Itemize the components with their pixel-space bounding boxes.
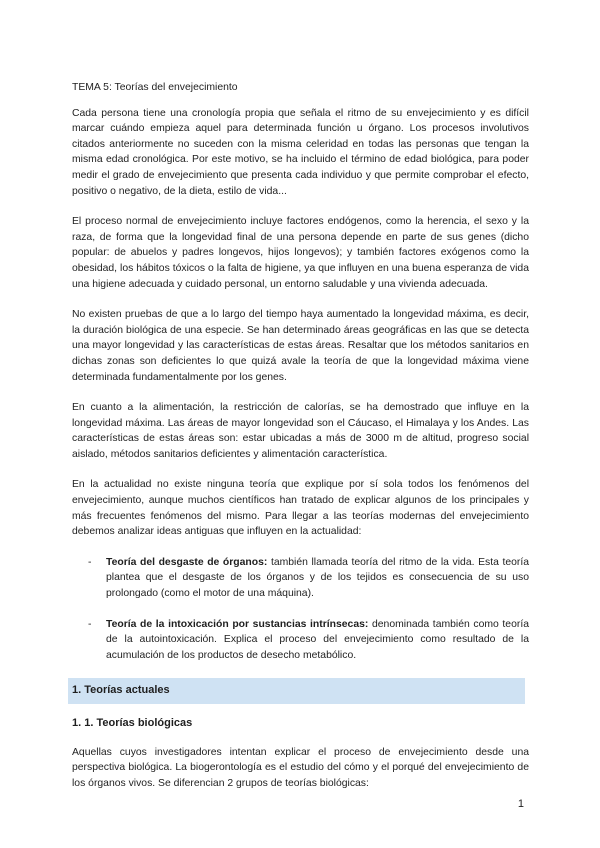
- section-heading: 1. Teorías actuales: [68, 678, 525, 704]
- list-item-term: Teoría de la intoxicación por sustancias intrínsecas:: [106, 618, 369, 630]
- list-item-term: Teoría del desgaste de órganos:: [106, 556, 268, 568]
- paragraph-2: El proceso normal de envejecimiento incluye factores endógenos, como la herencia, el sexo y la raza, de forma que la longevidad final de una persona depende en parte de sus genes (dicho popular: de abuelos y padres longevos, hijos longevos); y también factores exógenos como la obesidad, los hábitos tóxicos o la falta de higiene, ya que influyen en una buena esperanza de vida una higiene adecuada y cuidado personal, un entorno saludable y una vivienda adecuada.: [72, 216, 529, 290]
- paragraph-3: No existen pruebas de que a lo largo del tiempo haya aumentado la longevidad máxima, es decir, la duración biológica de una especie. Se han determinado áreas geográficas en las que se detecta una mayor longevidad y las características de estas áreas. Resaltar que los métodos sanitarios en dichas zonas son deficientes lo que quizá avale la teoría de que la longevidad máxima viene determinada fundamentalmente por los genes.: [72, 309, 529, 383]
- paragraph-4: En cuanto a la alimentación, la restricción de calorías, se ha demostrado que influye en la longevidad máxima. Las áreas de mayor longevidad son el Cáucaso, el Himalaya y los Andes. Las características de estas áreas son: estar ubicadas a más de 3000 m de altitud, progreso social aislado, métodos sanitarios deficientes y alimentación característica.: [72, 402, 529, 460]
- page-content: [72, 80, 529, 806]
- subsection-heading: 1. 1. Teorías biológicas: [72, 717, 193, 729]
- list-item: [72, 617, 529, 664]
- list-dash: -: [88, 618, 92, 630]
- list-item: [72, 555, 529, 602]
- paragraph-1: Cada persona tiene una cronología propia que señala el ritmo de su envejecimiento y es difícil marcar cuándo empieza aquel para determinada función u órgano. Los procesos involutivos citados anteriormente no suceden con la misma celeridad en todas las personas que tengan la misma edad cronológica. Por este motivo, se ha incluido el término de edad biológica, para poder medir el grado de envejecimiento que presenta cada individuo y que permite comprobar el efecto, positivo o negativo, de la dieta, estilo de vida...: [72, 107, 529, 197]
- list-dash: -: [88, 556, 92, 568]
- list-item-text: denominada también como teoría de la autointoxicación. Explica el proceso del envejecimiento como resultado de la acumulación de los productos de desecho metabólico.: [106, 618, 529, 661]
- document-title: TEMA 5: Teorías del envejecimiento: [72, 82, 238, 93]
- list-item-text: también llamada teoría del ritmo de la vida. Esta teoría plantea que el desgaste de los órganos y de los tejidos es consecuencia de su uso prolongado (como el motor de una máquina).: [106, 556, 530, 600]
- paragraph-5: En la actualidad no existe ninguna teoría que explique por sí sola todos los fenómenos del envejecimiento, aunque muchos científicos han tratado de explicar algunos de los principales y más frecuentes fenómenos del mismo. Para llegar a las teorías modernas del envejecimiento debemos analizar ideas antiguas que influyen en la actualidad:: [72, 479, 529, 538]
- closing-paragraph: Aquellas cuyos investigadores intentan explicar el proceso de envejecimiento desde una perspectiva biológica. La biogerontología es el estudio del cómo y el porqué del envejecimiento de los órganos vivos. Se diferencian 2 grupos de teorías biológicas:: [72, 746, 529, 789]
- page-number: 1: [517, 798, 524, 810]
- theory-list: [72, 555, 529, 664]
